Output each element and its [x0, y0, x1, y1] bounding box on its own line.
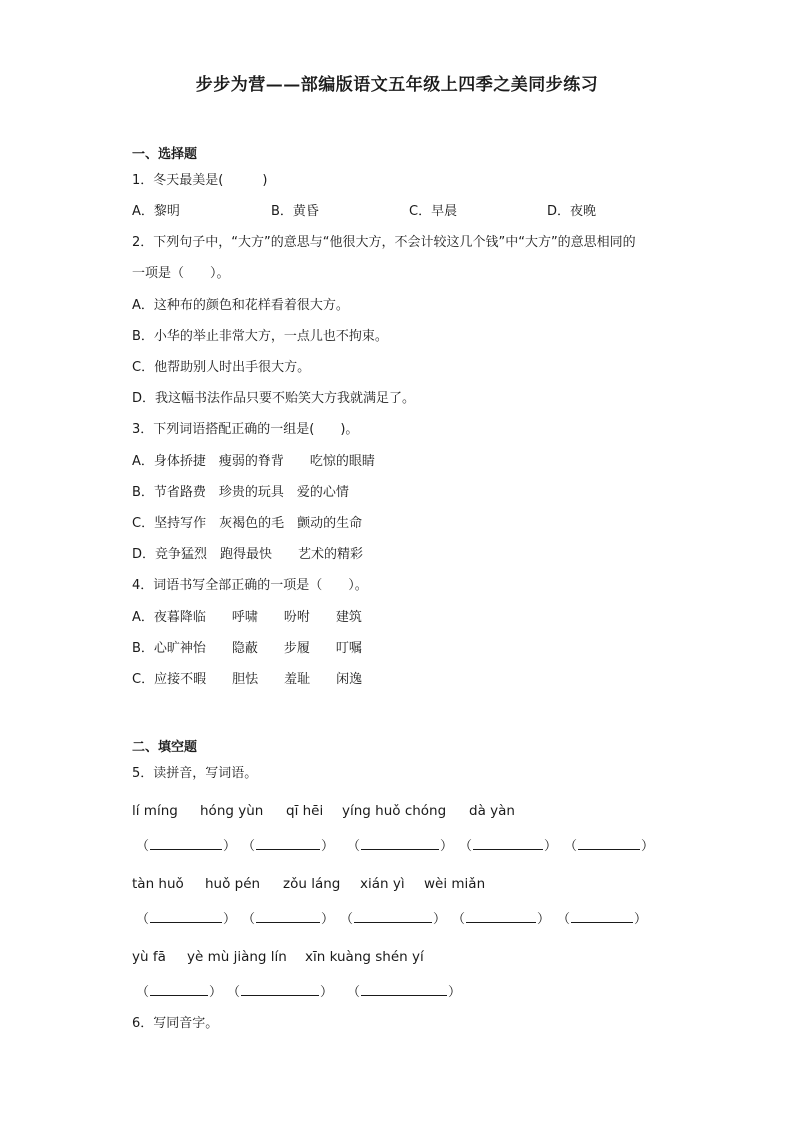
answer-blank[interactable]: （ ）	[459, 839, 558, 854]
question-2-stem-line2: 一项是（ ）。	[132, 266, 230, 281]
page-title: 步步为营——部编版语文五年级上四季之美同步练习	[195, 75, 599, 95]
answer-blank[interactable]: （ ）	[242, 839, 335, 854]
pinyin-word: dà yàn	[469, 803, 515, 819]
question-3-option-a: A．身体挢捷 瘦弱的脊背 吃惊的眼睛	[132, 454, 375, 469]
answer-blank[interactable]: （ ）	[136, 839, 237, 854]
answer-blank[interactable]: （ ）	[242, 912, 335, 927]
pinyin-word: tàn huǒ	[132, 876, 184, 892]
pinyin-word: yù fā	[132, 949, 166, 965]
question-3-option-b: B．节省路费 珍贵的玩具 爱的心情	[132, 485, 349, 500]
answer-blank[interactable]: （ ）	[340, 912, 447, 927]
question-1-option-c: C．早晨	[409, 204, 458, 219]
pinyin-word: lí míng	[132, 803, 178, 819]
answer-blank[interactable]: （ ）	[557, 912, 648, 927]
question-4-option-a: A．夜暮降临 呼啸 吩咐 建筑	[132, 610, 362, 625]
question-2-option-c: C．他帮助别人时出手很大方。	[132, 360, 311, 375]
question-1-option-d: D．夜晚	[547, 204, 597, 219]
answer-blank[interactable]: （ ）	[347, 839, 454, 854]
question-3-option-d: D．竞争猛烈 跑得最快 艺术的精彩	[132, 547, 364, 562]
pinyin-word: zǒu láng	[283, 876, 341, 892]
question-3-option-c: C．坚持写作 灰褐色的毛 颤动的生命	[132, 516, 363, 531]
question-1-stem: 1．冬天最美是( )	[132, 173, 268, 188]
question-1-option-a: A．黎明	[132, 204, 180, 219]
answer-blank[interactable]: （ ）	[136, 985, 223, 1000]
question-1-option-b: B．黄昏	[271, 204, 319, 219]
question-5-stem: 5．读拼音，写词语。	[132, 766, 258, 781]
answer-blank[interactable]: （ ）	[227, 985, 334, 1000]
answer-blank[interactable]: （ ）	[347, 985, 462, 1000]
question-4-stem: 4．词语书写全部正确的一项是（ ）。	[132, 578, 368, 593]
answer-blank[interactable]: （ ）	[564, 839, 655, 854]
answer-blank[interactable]: （ ）	[136, 912, 237, 927]
section-heading-choice: 一、选择题	[132, 147, 198, 162]
pinyin-word: yíng huǒ chóng	[342, 803, 447, 819]
question-4-option-b: B．心旷神怡 隐蔽 步履 叮嘱	[132, 641, 362, 656]
pinyin-word: huǒ pén	[205, 876, 261, 892]
pinyin-word: qī hēi	[286, 803, 324, 819]
question-2-stem-line1: 2．下列句子中，“大方”的意思与“他很大方，不会计较这几个钱”中“大方”的意思相同的	[132, 235, 636, 250]
question-4-option-c: C．应接不暇 胆怯 羞耻 闲逸	[132, 672, 363, 687]
pinyin-word: yè mù jiàng lín	[187, 949, 287, 965]
section-heading-fill: 二、填空题	[132, 740, 198, 755]
pinyin-word: hóng yùn	[200, 803, 264, 819]
question-2-option-b: B．小华的举止非常大方，一点儿也不拘束。	[132, 329, 388, 344]
question-2-option-a: A．这种布的颜色和花样看着很大方。	[132, 298, 349, 313]
question-3-stem: 3．下列词语搭配正确的一组是( )。	[132, 422, 359, 437]
pinyin-word: wèi miǎn	[424, 876, 486, 892]
answer-blank[interactable]: （ ）	[452, 912, 551, 927]
question-2-option-d: D．我这幅书法作品只要不贻笑大方我就满足了。	[132, 391, 416, 406]
question-6-stem: 6．写同音字。	[132, 1016, 219, 1031]
pinyin-word: xīn kuàng shén yí	[305, 949, 424, 965]
pinyin-word: xián yì	[360, 876, 405, 892]
